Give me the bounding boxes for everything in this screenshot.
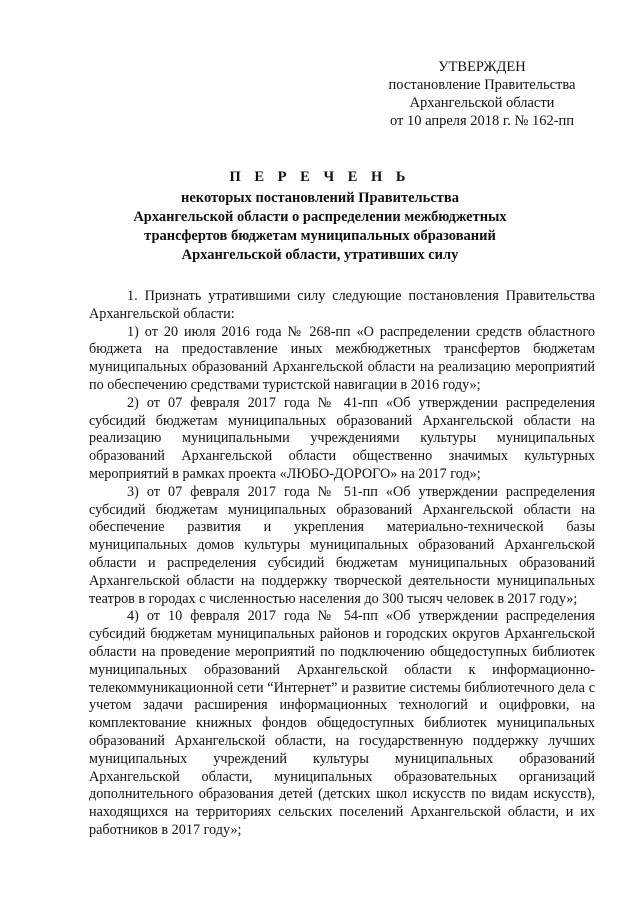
approval-stamp [372,58,592,130]
heading-line-4: Архангельской области, утративших силу [181,247,459,263]
approval-line-2: Архангельской области [409,95,555,111]
document-body [89,288,595,840]
approval-status: УТВЕРЖДЕН [438,59,526,75]
approval-line-3: от 10 апреля 2018 г. № 162-пп [389,113,575,129]
list-item: 2) от 07 февраля 2017 года № 41-пп «Об утверждении распределения субсидий бюджетам муниципальных образований Архангельской области на реализацию муниципальными учреждениями культуры муниципальных образований Архангельской области общественно значимых культурных мероприятий в рамках проекта «ЛЮБО-ДОРОГО» на 2017 год»; [89,394,595,482]
heading-line-2: Архангельской области о распределении межбюджетных [133,209,507,225]
heading-line-3: трансфертов бюджетам муниципальных образований [144,228,496,244]
approval-line-1: постановление Правительства [388,77,576,93]
intro-paragraph: 1. Признать утратившими силу следующие постановления Правительства Архангельской области: [89,288,595,322]
document-title: П Е Р Е Ч Е Н Ь [229,169,411,185]
list-item: 4) от 10 февраля 2017 года № 54-пп «Об утверждении распределения субсидий бюджетам муниципальных районов и городских округов Архангельской области на проведение мероприятий по подключению общедоступных библиотек муниципальных образований Архангельской области к информационно-телекоммуникационной сети “Интернет” и развитие системы библиотечного дела с учетом задачи расширения информационных технологий и оцифровки, на комплектование книжных фондов общедоступных библиотек муниципальных образований Архангельской области, на государственную поддержку лучших муниципальных учреждений культуры муниципальных образований Архангельской области, муниципальных образовательных организаций дополнительного образования детей (детских школ искусств по видам искусств), находящихся на территориях сельских поселений Архангельской области, и их работников в 2017 году»; [89,608,595,838]
document-heading [0,168,640,265]
list-item: 3) от 07 февраля 2017 года № 51-пп «Об утверждении распределения субсидий бюджетам муниципальных образований Архангельской области на обеспечение развития и укрепления материально-технической базы муниципальных домов культуры муниципальных образований Архангельской области и распределения субсидий бюджетам муниципальных образований Архангельской области на поддержку творческой деятельности муниципальных театров в городах с численностью населения до 300 тысяч человек в 2017 году»; [89,483,595,607]
list-item: 1) от 20 июля 2016 года № 268-пп «О распределении средств областного бюджета на предоставление иных межбюджетных трансфертов бюджетам муниципальных образований Архангельской области на реализацию мероприятий по обеспечению средствами туристской навигации в 2016 году»; [89,323,595,393]
heading-line-1: некоторых постановлений Правительства [181,190,459,206]
